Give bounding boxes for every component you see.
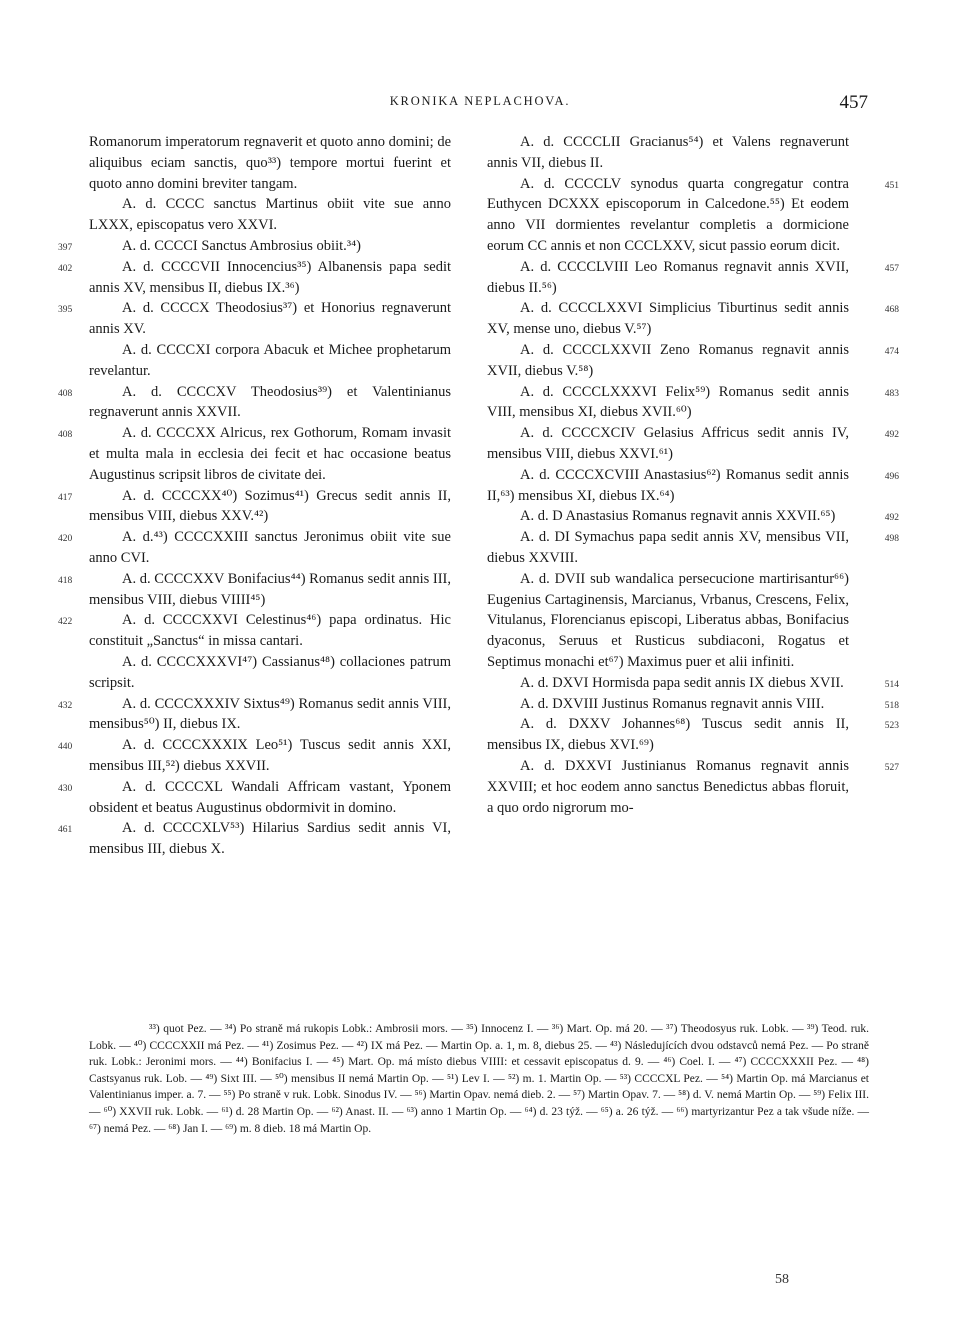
chronicle-entry — [487, 694, 899, 715]
margin-year: 430 — [58, 783, 73, 794]
chronicle-entry — [58, 694, 451, 736]
entry-text: A. d. CCCCXXXIV Sixtus⁴⁹) Romanus sedit annis VIII, mensibus⁵⁰) II, diebus IX. — [89, 695, 451, 733]
entry-text: A. d. CCCCXV Theodosius³⁹) et Valentinianus regnaverunt annis XXVII. — [89, 383, 451, 421]
entry-text: A. d. CCCCXCIV Gelasius Affricus sedit annis IV, mensibus VIII, diebus XXVI.⁶¹) — [487, 425, 849, 462]
margin-year: 451 — [884, 180, 899, 191]
entry-text: A. d. DVII sub wandalica persecucione martirisantur⁶⁶) Eugenius Cartaginensis, Marcianus, Vrbanus, Crescens, Felix, Vitulanus, Florencianus episcopi, Liberatus abbas, Bonifacius dyaconus, Seruus et Rusticus subdiaconi, Rogatus et Septimus monachi et⁶⁷) Maximus puer et alii infiniti. — [487, 570, 849, 670]
chronicle-entry — [89, 340, 451, 382]
chronicle-entry — [487, 382, 899, 424]
margin-year: 518 — [884, 700, 899, 711]
chronicle-entry — [487, 756, 899, 818]
chronicle-entry — [487, 465, 899, 507]
entry-text: A. d. CCCCXXVI Celestinus⁴⁶) papa ordinatus. Hic constituit „Sanctus“ in missa cantari. — [89, 612, 451, 650]
chronicle-entry — [58, 382, 451, 424]
entry-text: A. d. CCCCVII Innocencius³⁵) Albanensis papa sedit annis XV, mensibus II, diebus IX.³⁶) — [89, 258, 451, 296]
chronicle-entry — [58, 569, 451, 611]
margin-year: 523 — [884, 721, 899, 732]
printer-signature: 58 — [775, 1272, 789, 1287]
entry-text: A. d. CCCCLXXVII Zeno Romanus regnavit annis XVII, diebus V.⁵⁸) — [487, 341, 849, 379]
chronicle-entry — [58, 486, 451, 528]
margin-year: 474 — [884, 346, 899, 357]
margin-year: 461 — [58, 825, 73, 836]
right-column — [487, 132, 899, 818]
margin-year: 492 — [884, 430, 899, 441]
margin-year: 397 — [58, 242, 73, 253]
entry-text: A. d. CCCCXLV⁵³) Hilarius Sardius sedit annis VI, mensibus III, diebus X. — [89, 820, 451, 858]
margin-year: 514 — [884, 679, 899, 690]
chronicle-entry — [58, 735, 451, 777]
entry-text: A. d. DXXVI Justinianus Romanus regnavit annis XXVIII; et hoc eodem anno sanctus Benedictus abbas floruit, a quo ordo nigrorum mo- — [487, 757, 849, 816]
chronicle-entry — [89, 652, 451, 694]
entry-text: A. d. DXXV Johannes⁶⁸) Tuscus sedit annis II, mensibus IX, diebus XVI.⁶⁹) — [487, 716, 849, 754]
entry-text: A. d. CCCCXXV Bonifacius⁴⁴) Romanus sedit annis III, mensibus VIII, diebus VIIII⁴⁵) — [89, 570, 451, 608]
entry-text: A. d. DXVI Hormisda papa sedit annis IX diebus XVII. — [520, 674, 844, 691]
entry-text: A. d. CCCCXCVIII Anastasius⁶²) Romanus sedit annis II,⁶³) mensibus XI, diebus IX.⁶⁴) — [487, 466, 849, 504]
chronicle-entry — [58, 257, 451, 299]
entry-text: A. d. CCCCXI corpora Abacuk et Michee prophetarum revelantur. — [89, 341, 451, 379]
margin-year: 496 — [884, 471, 899, 482]
entry-text: A. d. DI Symachus papa sedit annis XV, mensibus VII, diebus XXVIII. — [487, 529, 849, 566]
chronicle-entry — [487, 673, 899, 694]
chronicle-entry — [487, 132, 849, 174]
margin-year: 395 — [58, 305, 73, 316]
entry-text: A. d. CCCCLXXXVI Felix⁵⁹) Romanus sedit annis VIII, mensibus XI, diebus XVII.⁶⁰) — [487, 383, 849, 421]
chronicle-entry — [487, 527, 899, 569]
chronicle-entry — [58, 236, 451, 257]
chronicle-entry — [487, 569, 849, 673]
margin-year: 483 — [884, 388, 899, 399]
chronicle-entry — [89, 132, 451, 194]
margin-year: 498 — [884, 534, 899, 545]
entry-text: A. d. CCCCXL Wandali Affricam vastant, Yponem obsident et beatus Augustinus obdormivit in domino. — [89, 778, 451, 816]
entry-text: A. d. CCCC sanctus Martinus obiit vite sue anno LXXX, episcopatus vero XXVI. — [89, 196, 451, 234]
entry-text: A. d.⁴³) CCCCXXIII sanctus Jeronimus obiit vite sue anno CVI. — [89, 529, 451, 566]
footnotes: ³³) quot Pez. — ³⁴) Po straně má rukopis Lobk.: Ambrosii mors. — ³⁵) Innocenz I. — ³⁶) Mart. Op. má 20. — ³⁷) Theodosyus ruk. Lobk. — ³⁹) Teod. ruk. Lobk. — ⁴⁰) CCCCXXII má Pez. — ⁴¹) Zosimus Pez. — ⁴²) IX má Pez. — Martin Op. a. 1, m. 8, diebus 25. — ⁴³) Následujících dvou odstavců nemá Pez. — Po straně ruk. Lobk.: Jeronimi mors. — ⁴⁴) Bonifacius I. — ⁴⁵) Mart. Op. má místo diebus VIIII: et cessavit episcopatus d. 9. — ⁴⁶) Coel. I. — ⁴⁷) CCCCXXXII Pez. — ⁴⁸) Castsyanus ruk. Lob. — ⁴⁹) Sixt III. — ⁵⁰) mensibus II nemá Martin Op. — ⁵¹) Lev I. — ⁵²) m. 1. Martin Op. — ⁵³) CCCCXL Pez. — ⁵⁴) Martin Op. má Marcianus et Valentinianus imper. a. 7. — ⁵⁵) Po straně v ruk. Lobk. Sinodus IV. — ⁵⁶) Martin Opav. nemá dieb. 2. — ⁵⁷) Martin Opav. 7. — ⁵⁸) d. V. nemá Martin Op. — ⁵⁹) Felix III. — ⁶⁰) XXVII ruk. Lobk. — ⁶¹) d. 28 Martin Op. — ⁶²) Anast. II. — ⁶³) anno 1 Martin Op. — ⁶⁴) d. 23 týž. — ⁶⁵) a. 26 týž. — ⁶⁶) martyrizantur Pez a tak všude níže. — ⁶⁷) nemá Pez. — ⁶⁸) Jan I. — ⁶⁹) m. 8 dieb. 18 má Martin Op. — [89, 1023, 869, 1135]
margin-year: 457 — [884, 263, 899, 274]
margin-year: 408 — [58, 430, 73, 441]
running-title: KRONIKA NEPLACHOVA. — [389, 94, 571, 108]
entry-text: A. d. DXVIII Justinus Romanus regnavit annis VIII. — [520, 695, 825, 712]
entry-text: A. d. CCCCXX Alricus, rex Gothorum, Romam invasit et multa mala in ecclesia dei fecit et hac occasione beatus Augustinus scripsit libros de civitate dei. — [89, 425, 451, 483]
margin-year: 527 — [884, 762, 899, 773]
chronicle-entry — [58, 527, 451, 569]
margin-year: 440 — [58, 742, 73, 753]
entry-text: A. d. D Anastasius Romanus regnavit annis XXVII.⁶⁵) — [520, 508, 836, 525]
entry-text: A. d. CCCCXXXVI⁴⁷) Cassianus⁴⁸) collaciones patrum scripsit. — [89, 653, 451, 691]
entry-text: A. d. CCCCLXXVI Simplicius Tiburtinus sedit annis XV, mense uno, diebus V.⁵⁷) — [487, 300, 849, 338]
entry-text: A. d. CCCCLVIII Leo Romanus regnavit annis XVII, diebus II.⁵⁶) — [487, 258, 849, 296]
chronicle-entry — [58, 423, 451, 485]
chronicle-entry — [58, 610, 451, 652]
page-number: 457 — [839, 92, 868, 113]
chronicle-entry — [58, 777, 451, 819]
chronicle-entry — [58, 818, 451, 860]
entry-text: Romanorum imperatorum regnaverit et quoto anno domini; de aliquibus eciam sanctis, quo³³) tempore mortui fuerint et quoto anno domini breviter tangam. — [89, 134, 452, 192]
margin-year: 492 — [884, 513, 899, 524]
chronicle-entry — [89, 194, 451, 236]
margin-year: 408 — [58, 388, 73, 399]
entry-text: A. d. CCCCX Theodosius³⁷) et Honorius regnaverunt annis XV. — [89, 300, 451, 338]
chronicle-entry — [487, 714, 899, 756]
entry-text: A. d. CCCCI Sanctus Ambrosius obiit.³⁴) — [122, 237, 362, 254]
chronicle-entry — [487, 340, 899, 382]
entry-text: A. d. CCCCXX⁴⁰) Sozimus⁴¹) Grecus sedit annis II, mensibus VIII, diebus XXV.⁴²) — [89, 487, 451, 525]
chronicle-entry — [487, 423, 899, 465]
margin-year: 420 — [58, 534, 73, 545]
margin-year: 432 — [58, 700, 73, 711]
page-header — [0, 92, 960, 116]
entry-text: A. d. CCCCLV synodus quarta congregatur contra Euthycen DCXXX episcoporum in Calcedone.⁵⁵) Et eodem anno VII dormientes revelantur completis a dormicione eorum CC annis et non CCCLXXV, sicut passio eorum dicit. — [487, 175, 849, 254]
margin-year: 468 — [884, 305, 899, 316]
margin-year: 402 — [58, 263, 73, 274]
margin-year: 422 — [58, 617, 73, 628]
chronicle-entry — [487, 257, 899, 299]
entry-text: A. d. CCCCLII Gracianus⁵⁴) et Valens regnaverunt annis VII, diebus II. — [487, 134, 849, 171]
margin-year: 418 — [58, 575, 73, 586]
chronicle-entry — [487, 506, 899, 527]
chronicle-entry — [487, 174, 899, 257]
margin-year: 417 — [58, 492, 73, 503]
chronicle-entry — [58, 298, 451, 340]
left-column — [58, 132, 452, 860]
chronicle-entry — [487, 298, 899, 340]
entry-text: A. d. CCCCXXXIX Leo⁵¹) Tuscus sedit annis XXI, mensibus III,⁵²) diebus XXVII. — [89, 737, 451, 774]
